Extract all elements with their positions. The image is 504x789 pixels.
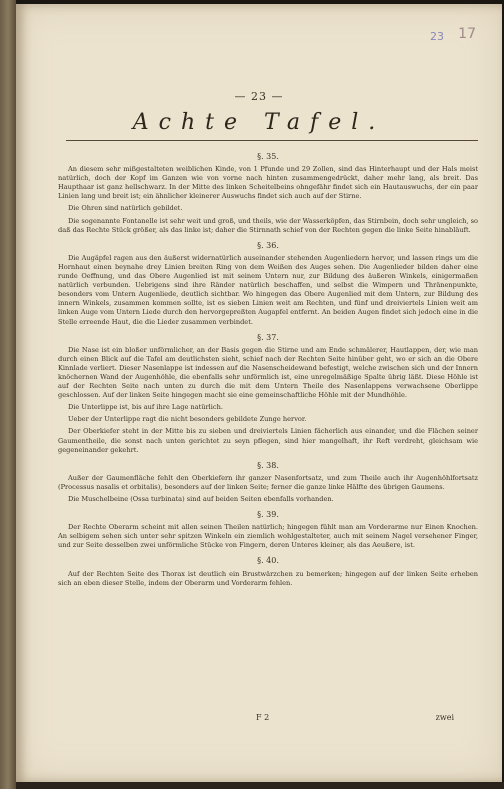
paragraph: Auf der Rechten Seite des Thorax ist deutlich ein Brustwärzchen zu bemerken; hingegen auf der linken Seite erheben sich an eben dieser Stelle, indem der Oberarm und Vorderarm fehlen. bbox=[58, 569, 478, 587]
paragraph: Die Unterlippe ist, bis auf ihre Lage natürlich. bbox=[68, 403, 223, 412]
paragraph: Die Ohren sind natürlich gebildet. bbox=[68, 204, 183, 213]
section-label: §. 37. bbox=[257, 332, 279, 342]
signature-mark: F 2 bbox=[256, 713, 270, 722]
section-label: §. 36. bbox=[257, 240, 279, 250]
paragraph: Die Muschelbeine (Ossa turbinata) sind auf beiden Seiten ebenfalls vorhanden. bbox=[68, 495, 334, 503]
paragraph: Die Nase ist ein bloßer unförmlicher, an der Basis gegen die Stirne und am Ende schmälerer, Hautlappen, der, wie man durch einen Blick auf die Tafel am deutlichsten sieht, schief nach der Rechten Seite hinüber geht, wo er sich an die Obere Kinnlade verliert. Dieser Nasenlappe ist indessen auf die Nasenscheidewand befestigt, welche zwischen sich und der Innern knöchernen Wand der Augenhöhle, die ebenfalls sehr unförmlich ist, eine unregelmäßige Spalte übrig läßt. Diese Höhle ist auf der Rechten Seite nach unten zu durch die mit dem Untern Theile des Nasenlappens verwachsene Oberlippe geschlossen. Auf der linken Seite hingegen macht sie eine gemeinschaftliche Höhle mit der Mundhöhle. bbox=[58, 345, 478, 400]
page-edge bbox=[16, 782, 504, 789]
corner-mark: 17 bbox=[458, 26, 476, 42]
paragraph: Der Rechte Oberarm scheint mit allen seinen Theilen natürlich; hingegen fühlt man am Vorderarme nur Einen Knochen. An selbigem sehen sich unter sehr spitzen Winkeln ein ziemlich wohlgestalteter, auch mit seinem Nagel versehener Finger, und zur Seite desselben zwei unförmliche Stücke von Fingern, deren Unteres kleiner, als das Aeußere, ist. bbox=[58, 523, 478, 550]
paragraph: Die Augäpfel ragen aus den äußerst widernatürlich auseinander stehenden Augenliedern hervor, und lassen rings um die Hornhaut einen beynahe drey Linien breiten Ring von dem Weißen des Auges sehen. Die Augenlieder bilden daher eine runde Oeffnung, und das Obere Augenlied ist mit seinem Untern nur, zur Bildung des äußeren Winkels, einigermaßen natürlich verbunden. Uebrigens sind ihre Ränder natürlich beschaffen, und selbst die Wimpern und Thränenpunkte, besonders vom Untern Augenliede, deutlich sichtbar. Wo hingegen das Obere Augenlied mit dem Untern, zur Bildung des innern Winkels, zusammen kommen sollte, ist es sieben Linien weit am Rechten, und fünf und dreiviertels Linien weit am linken Auge vom Untern Liede durch den hervorgepreßten Augapfel entfernt. An beiden Augen findet sich jedoch eine in die Stelle erreende Haut, die die Lieder zusammen verbindet. bbox=[58, 253, 478, 326]
body-text bbox=[58, 146, 478, 591]
section-label: §. 35. bbox=[257, 152, 279, 161]
section-label: §. 39. bbox=[257, 510, 279, 520]
page-title: Achte Tafel. bbox=[132, 110, 386, 135]
catchword: zwei bbox=[435, 713, 454, 722]
paragraph: An diesem sehr mißgestalteten weiblichen Kinde, von 1 Pfunde und 29 Zollen, sind das Hinterhaupt und der Hals meist natürlich, doch der Kopf im Ganzen wie von vorne nach hinten zusammengedrückt, daher mehr lang, als breit. Das Haupthaar ist ganz hellschwarz. In der Mitte des linken Scheitelbeins ohngefähr findet sich ein Hautauswuchs, der ein paar Linien lang und breit ist; ein ähnlicher kleinerer Auswuchs findet sich auch auf der Stirne. bbox=[58, 165, 478, 201]
pencil-folio-mark: 23 bbox=[430, 30, 444, 43]
section-label: §. 40. bbox=[257, 556, 279, 566]
paper-page bbox=[16, 4, 502, 782]
running-head: — 23 — bbox=[234, 90, 284, 103]
title-rule bbox=[66, 140, 478, 141]
book-gutter bbox=[0, 0, 16, 789]
paragraph: Außer der Gaumenfläche fehlt den Oberkiefern ihr ganzer Nasenfortsatz, und zum Theile auch ihr Augenhöhlfortsatz (Processus nasalis et orbitalis), besonders auf der linken Seite; ferner die ganze linke Hälfte des übrigen Gaumens. bbox=[58, 473, 478, 491]
paragraph: Ueber der Unterlippe ragt die nicht besonders gebildete Zunge hervor. bbox=[68, 415, 307, 424]
paragraph: Der Oberkiefer steht in der Mitte bis zu sieben und dreiviertels Linien fächerlich aus einander, und die Flächen seiner Gaumentheile, die sonst nach unten gerichtet zu seyn pflegen, sind hier mangelhaft, ihr Reft verdreht, gleichsam wie gegeneinander gekehrt. bbox=[58, 427, 478, 454]
section-label: §. 38. bbox=[257, 460, 279, 470]
paragraph: Die sogenannte Fontanelle ist sehr weit und groß, und theils, wie der Wasserköpfen, das Stirnbein, doch sehr ungleich, so daß das Rechte Stück größer, als das linke ist; daher die Stirnnath schief von der Rechten gegen die linke Seite hinabläuft. bbox=[58, 216, 478, 234]
